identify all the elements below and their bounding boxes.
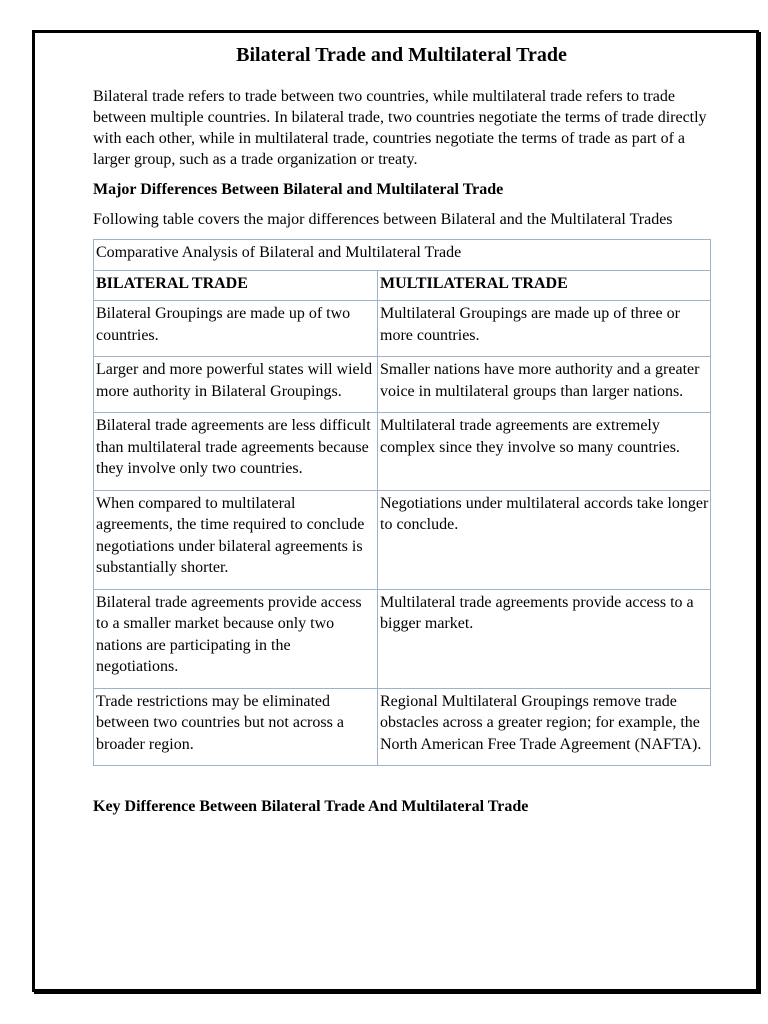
intro-paragraph: Bilateral trade refers to trade between two countries, while multilateral trade refers to trade between multiple countries. In bilateral trade, two countries negotiate the terms of trade directly with each other, while in multilateral trade, countries negotiate the terms of trade as part of a larger group, such as a trade organization or treaty. — [93, 88, 707, 168]
page-title: Bilateral Trade and Multilateral Trade — [236, 44, 567, 66]
table-cell-bilateral: Larger and more powerful states will wield more authority in Bilateral Groupings. — [94, 357, 378, 413]
table-row — [94, 413, 711, 491]
table-cell-multilateral: Regional Multilateral Groupings remove trade obstacles across a greater region; for example, the North American Free Trade Agreement (NAFTA). — [378, 688, 711, 766]
table-cell-multilateral: Multilateral Groupings are made up of three or more countries. — [378, 301, 711, 357]
table-cell-multilateral: Smaller nations have more authority and a greater voice in multilateral groups than larger nations. — [378, 357, 711, 413]
table-cell-bilateral: Bilateral trade agreements are less difficult than multilateral trade agreements because they involve only two countries. — [94, 413, 378, 491]
table-header-row — [94, 270, 711, 301]
table-cell-multilateral: Multilateral trade agreements are extremely complex since they involve so many countries. — [378, 413, 711, 491]
table-cell-bilateral: Bilateral trade agreements provide access to a smaller market because only two nations are participating in the negotiations. — [94, 589, 378, 688]
table-row — [94, 688, 711, 766]
table-cell-multilateral: Negotiations under multilateral accords take longer to conclude. — [378, 490, 711, 589]
table-cell-bilateral: When compared to multilateral agreements, the time required to conclude negotiations under bilateral agreements is substantially shorter. — [94, 490, 378, 589]
key-difference-heading: Key Difference Between Bilateral Trade And Multilateral Trade — [93, 798, 529, 815]
document-body — [93, 40, 710, 826]
table-row — [94, 301, 711, 357]
table-row — [94, 357, 711, 413]
column-header-bilateral: BILATERAL TRADE — [94, 270, 378, 301]
column-header-multilateral: MULTILATERAL TRADE — [378, 270, 711, 301]
table-caption: Comparative Analysis of Bilateral and Multilateral Trade — [94, 240, 711, 271]
comparison-table — [93, 239, 711, 766]
table-row — [94, 490, 711, 589]
section-heading: Major Differences Between Bilateral and Multilateral Trade — [93, 181, 504, 198]
table-caption-row — [94, 240, 711, 271]
table-lead-paragraph: Following table covers the major differences between Bilateral and the Multilateral Trades — [93, 211, 673, 228]
table-row — [94, 589, 711, 688]
table-cell-bilateral: Bilateral Groupings are made up of two countries. — [94, 301, 378, 357]
table-cell-bilateral: Trade restrictions may be eliminated between two countries but not across a broader region. — [94, 688, 378, 766]
table-cell-multilateral: Multilateral trade agreements provide access to a bigger market. — [378, 589, 711, 688]
